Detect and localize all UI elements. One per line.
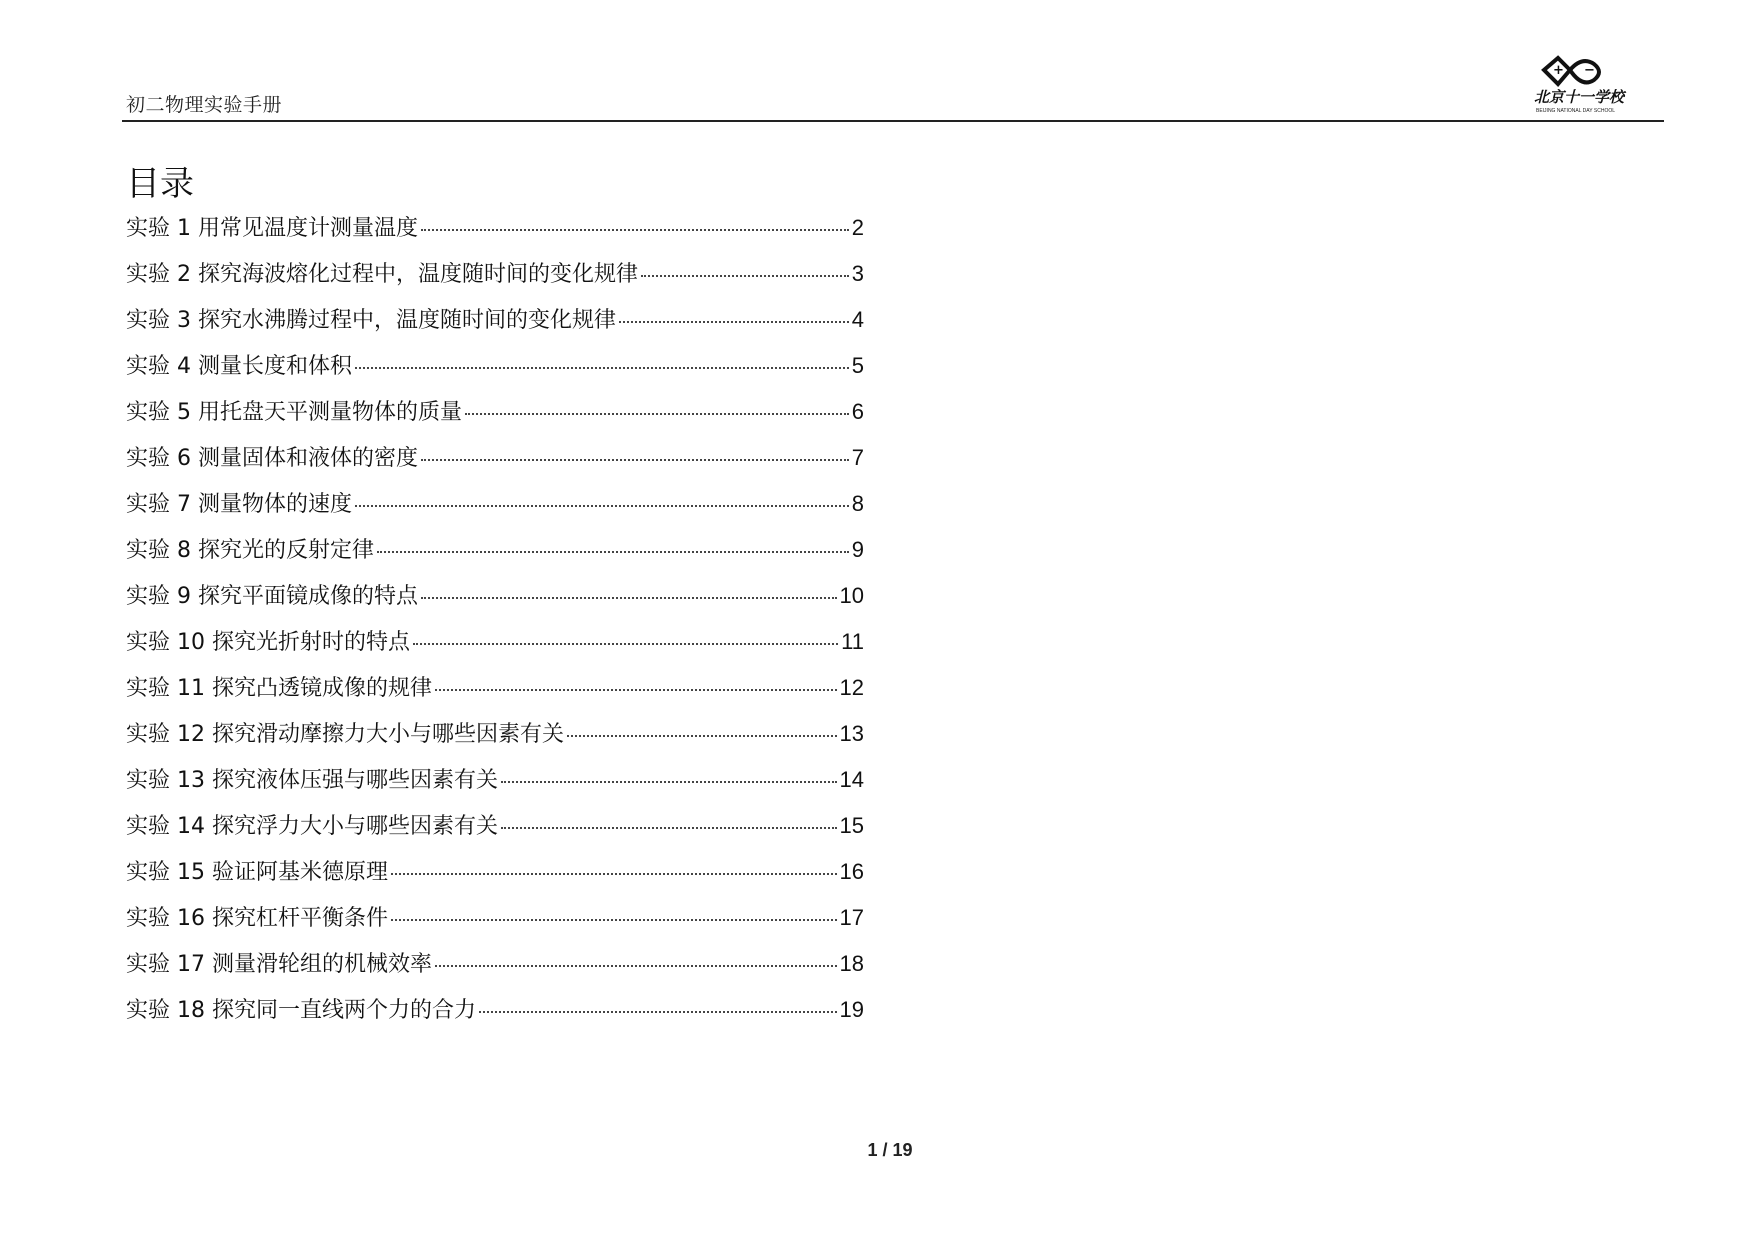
toc-dot-leader — [421, 597, 837, 599]
toc-dot-leader — [435, 689, 837, 691]
toc-dot-leader — [641, 275, 849, 277]
toc-entry-page-number: 19 — [839, 997, 864, 1022]
toc-entry-page-number: 16 — [839, 859, 864, 884]
toc-entry[interactable] — [126, 213, 864, 259]
school-logo — [1530, 52, 1650, 120]
toc-entry[interactable] — [126, 719, 864, 765]
toc-entry[interactable] — [126, 397, 864, 443]
toc-entry-page-number: 9 — [851, 537, 864, 562]
toc-entry-page-number: 10 — [839, 583, 864, 608]
toc-entry-label: 实验 12 探究滑动摩擦力大小与哪些因素有关 — [126, 722, 564, 747]
toc-entry[interactable] — [126, 903, 864, 949]
toc-entry[interactable] — [126, 949, 864, 995]
toc-entry[interactable] — [126, 627, 864, 673]
toc-entry-page-number: 4 — [851, 307, 864, 332]
toc-entry-label: 实验 7 测量物体的速度 — [126, 492, 352, 517]
toc-entry-page-number: 11 — [841, 629, 864, 654]
toc-entry-page-number: 14 — [839, 767, 864, 792]
svg-text:北京十一学校: 北京十一学校 — [1534, 88, 1625, 106]
toc-dot-leader — [567, 735, 837, 737]
toc-entry-page-number: 13 — [839, 721, 864, 746]
toc-entry[interactable] — [126, 995, 864, 1041]
toc-entry[interactable] — [126, 443, 864, 489]
toc-dot-leader — [421, 459, 849, 461]
toc-entry-label: 实验 11 探究凸透镜成像的规律 — [126, 676, 432, 701]
toc-entry[interactable] — [126, 673, 864, 719]
svg-text:−: − — [1584, 63, 1595, 78]
toc-entry-label: 实验 1 用常见温度计测量温度 — [126, 216, 418, 241]
svg-text:+: + — [1553, 63, 1564, 78]
toc-entry-page-number: 17 — [839, 905, 864, 930]
toc-entry-label: 实验 5 用托盘天平测量物体的质量 — [126, 400, 462, 425]
toc-entry-label: 实验 10 探究光折射时的特点 — [126, 630, 410, 655]
page-number: 1 / 19 — [867, 1140, 913, 1160]
toc-dot-leader — [355, 505, 849, 507]
toc-dot-leader — [355, 367, 849, 369]
svg-text:BEIJING NATIONAL DAY SCHOOL: BEIJING NATIONAL DAY SCHOOL — [1536, 108, 1615, 114]
toc-entry[interactable] — [126, 535, 864, 581]
toc-entry-label: 实验 2 探究海波熔化过程中，温度随时间的变化规律 — [126, 262, 638, 287]
toc-entry[interactable] — [126, 259, 864, 305]
toc-entry-label: 实验 15 验证阿基米德原理 — [126, 860, 388, 885]
toc-dot-leader — [391, 919, 837, 921]
toc-heading: 目录 — [126, 164, 194, 204]
toc-entry-page-number: 2 — [851, 215, 864, 240]
toc-entry-page-number: 6 — [851, 399, 864, 424]
toc-entry[interactable] — [126, 489, 864, 535]
toc-entry-label: 实验 6 测量固体和液体的密度 — [126, 446, 418, 471]
manual-title: 初二物理实验手册 — [126, 94, 283, 116]
toc-dot-leader — [435, 965, 837, 967]
toc-entry[interactable] — [126, 351, 864, 397]
toc-entry-label: 实验 3 探究水沸腾过程中，温度随时间的变化规律 — [126, 308, 616, 333]
table-of-contents — [126, 213, 864, 1041]
toc-entry-label: 实验 16 探究杠杆平衡条件 — [126, 906, 388, 931]
toc-entry-label: 实验 17 测量滑轮组的机械效率 — [126, 952, 432, 977]
toc-entry-page-number: 5 — [851, 353, 864, 378]
toc-entry-page-number: 3 — [851, 261, 864, 286]
toc-entry-label: 实验 8 探究光的反射定律 — [126, 538, 374, 563]
header-divider — [122, 120, 1664, 122]
toc-dot-leader — [413, 643, 838, 645]
toc-entry-label: 实验 4 测量长度和体积 — [126, 354, 352, 379]
toc-dot-leader — [391, 873, 837, 875]
toc-entry-label: 实验 18 探究同一直线两个力的合力 — [126, 998, 476, 1023]
toc-entry[interactable] — [126, 765, 864, 811]
toc-entry[interactable] — [126, 581, 864, 627]
toc-entry-page-number: 18 — [839, 951, 864, 976]
toc-dot-leader — [479, 1011, 837, 1013]
toc-entry-page-number: 7 — [851, 445, 864, 470]
toc-entry[interactable] — [126, 305, 864, 351]
toc-entry-label: 实验 9 探究平面镜成像的特点 — [126, 584, 418, 609]
toc-entry-label: 实验 14 探究浮力大小与哪些因素有关 — [126, 814, 498, 839]
toc-dot-leader — [377, 551, 849, 553]
toc-dot-leader — [501, 827, 837, 829]
toc-entry-label: 实验 13 探究液体压强与哪些因素有关 — [126, 768, 498, 793]
toc-dot-leader — [501, 781, 837, 783]
toc-dot-leader — [421, 229, 849, 231]
toc-entry[interactable] — [126, 857, 864, 903]
toc-entry-page-number: 12 — [839, 675, 864, 700]
toc-entry-page-number: 15 — [839, 813, 864, 838]
school-logo-mark-icon — [1530, 52, 1650, 120]
toc-entry-page-number: 8 — [851, 491, 864, 516]
toc-entry[interactable] — [126, 811, 864, 857]
toc-dot-leader — [465, 413, 849, 415]
toc-dot-leader — [619, 321, 849, 323]
